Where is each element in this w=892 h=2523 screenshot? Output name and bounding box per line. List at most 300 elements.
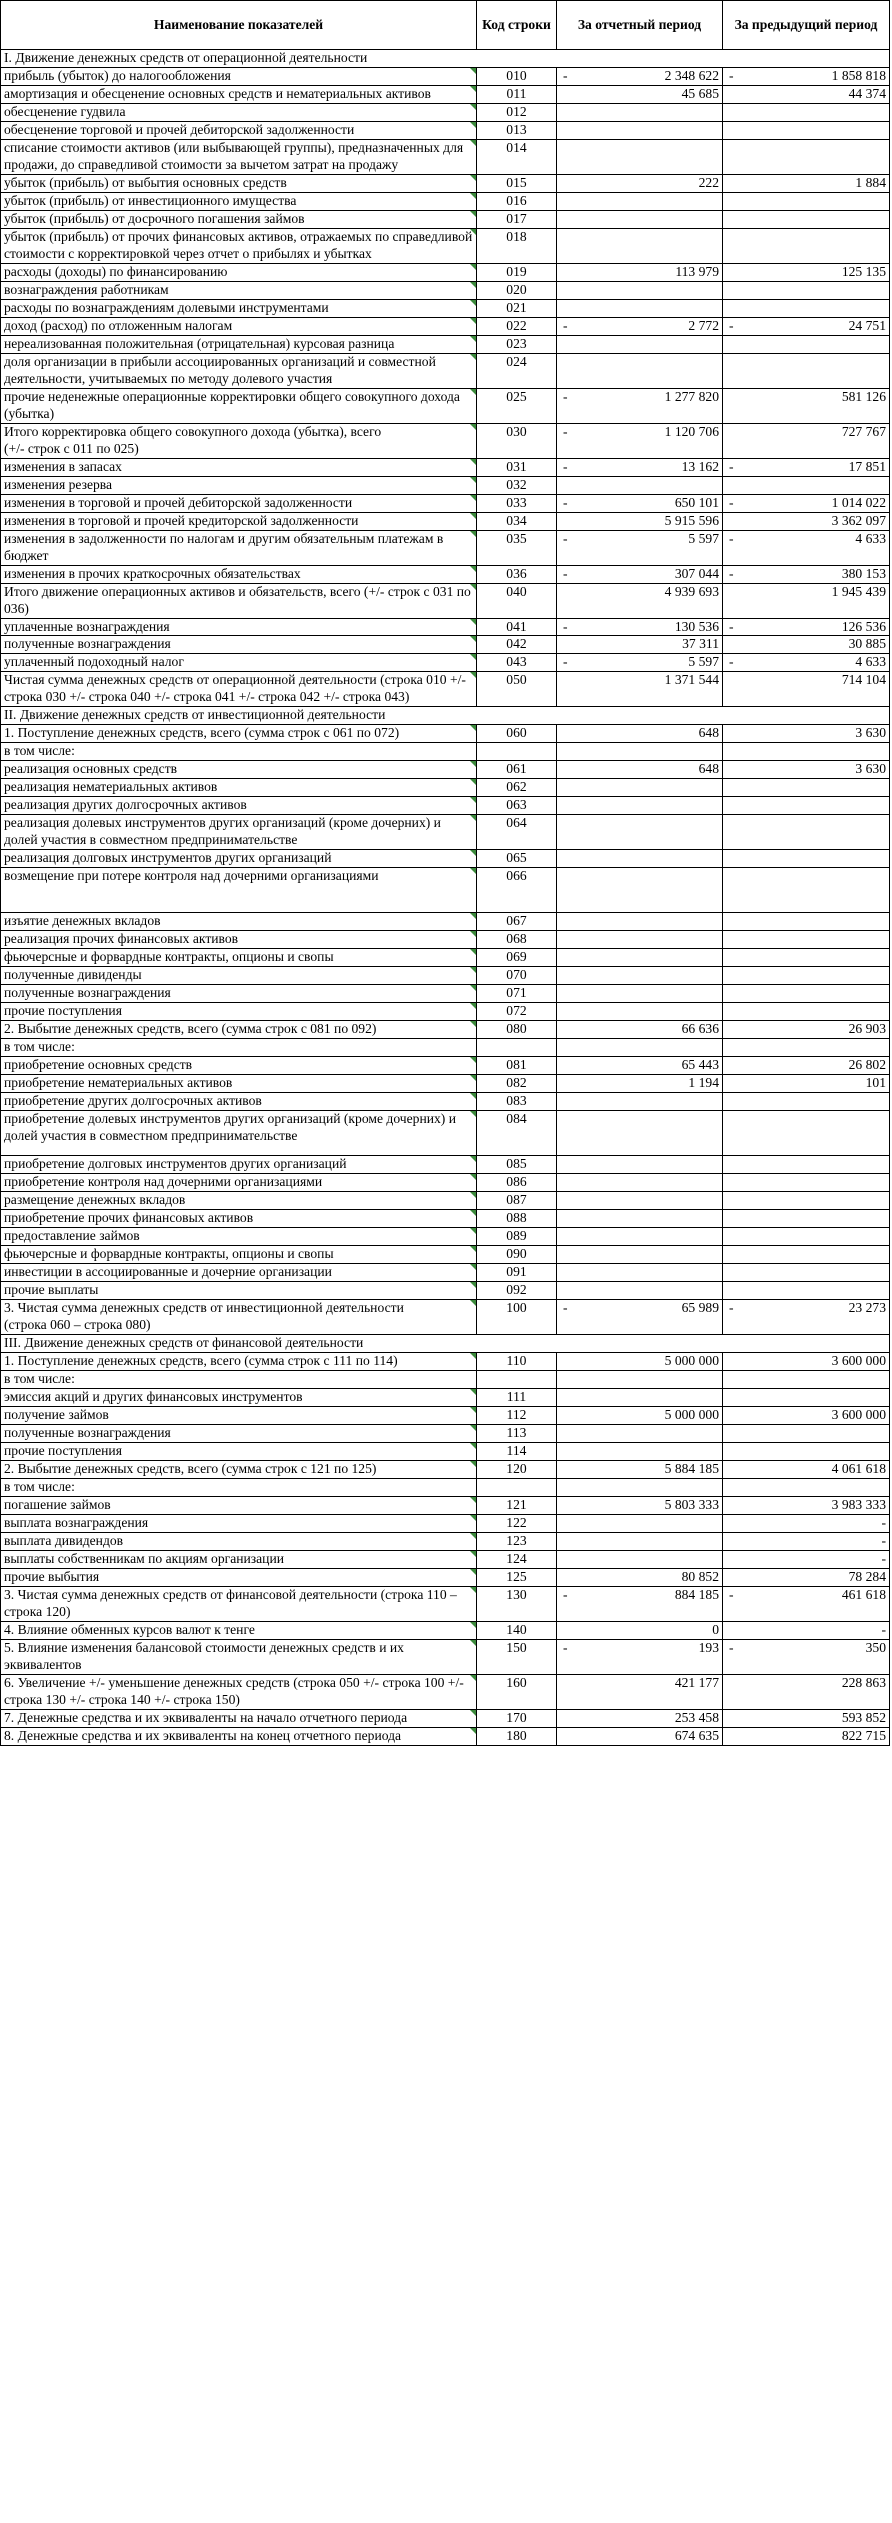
row-code: 024: [477, 353, 557, 388]
row-label: [1, 565, 477, 583]
previous-value: 30 885: [848, 636, 886, 652]
table-row: [1, 1639, 890, 1674]
row-label: [1, 1228, 477, 1246]
row-code: 071: [477, 985, 557, 1003]
table-row: [1, 583, 890, 618]
previous-value: 581 126: [841, 388, 886, 404]
current-value-cell: [557, 654, 723, 672]
row-code: 011: [477, 85, 557, 103]
row-code: 012: [477, 103, 557, 121]
row-label-text: амортизация и обесценение основных средств и нематериальных активов: [4, 85, 431, 101]
previous-value-cell: [723, 1496, 890, 1514]
subheading-label: в том числе:: [1, 1478, 477, 1496]
row-label: [1, 1674, 477, 1709]
row-label-text: реализация долевых инструментов других организаций (кроме дочерних) и долей участия в совместном предпринимательстве: [4, 815, 441, 848]
row-label-text: обесценение торговой и прочей дебиторской задолженности: [4, 121, 355, 137]
row-label: [1, 779, 477, 797]
current-value-cell: [557, 353, 723, 388]
table-row: [1, 458, 890, 476]
current-value-cell: [557, 618, 723, 636]
previous-value: 44 374: [848, 85, 886, 101]
row-label-text: уплаченный подоходный налог: [4, 654, 184, 670]
row-label: [1, 281, 477, 299]
section-title: III. Движение денежных средств от финансовой деятельности: [1, 1334, 890, 1352]
row-code: 022: [477, 317, 557, 335]
row-label: [1, 335, 477, 353]
row-label: [1, 317, 477, 335]
previous-value-cell: [723, 779, 890, 797]
row-label-text: убыток (прибыль) от досрочного погашения займов: [4, 210, 305, 226]
previous-value: 125 135: [841, 263, 886, 279]
table-row: [1, 636, 890, 654]
row-label: [1, 985, 477, 1003]
row-label: [1, 1568, 477, 1586]
table-row: [1, 1586, 890, 1621]
section-row: [1, 1334, 890, 1352]
row-label-text: обесценение гудвила: [4, 103, 126, 119]
current-value: 2 348 622: [664, 67, 719, 83]
current-value-cell: [557, 1174, 723, 1192]
previous-value-cell: [723, 1264, 890, 1282]
previous-value-cell: [723, 1532, 890, 1550]
table-row: [1, 913, 890, 931]
table-row: [1, 815, 890, 850]
previous-value-cell: [723, 1075, 890, 1093]
current-value: 113 979: [675, 263, 719, 279]
current-value-cell: [557, 1406, 723, 1424]
table-row: [1, 494, 890, 512]
previous-value-cell: [723, 67, 890, 85]
row-code: 063: [477, 797, 557, 815]
table-row: [1, 1532, 890, 1550]
current-value: 13 162: [681, 458, 719, 474]
table-row: [1, 530, 890, 565]
previous-value: 4 061 618: [831, 1460, 886, 1476]
current-value: 2 772: [688, 317, 719, 333]
empty-cell: [477, 1478, 557, 1496]
row-label: [1, 1496, 477, 1514]
row-code: 020: [477, 281, 557, 299]
table-row: [1, 299, 890, 317]
current-value-cell: [557, 1388, 723, 1406]
row-code: 113: [477, 1424, 557, 1442]
current-value-cell: [557, 174, 723, 192]
table-row: [1, 931, 890, 949]
current-value-cell: [557, 1352, 723, 1370]
row-label-text: 1. Поступление денежных средств, всего (сумма строк с 061 по 072): [4, 725, 400, 741]
row-label-text: полученные вознаграждения: [4, 985, 171, 1001]
row-label: [1, 174, 477, 192]
previous-value-cell: [723, 353, 890, 388]
previous-value-cell: [723, 512, 890, 530]
current-value: 0: [712, 1621, 719, 1637]
table-row: [1, 263, 890, 281]
current-value: 5 597: [688, 654, 719, 670]
table-row: [1, 1496, 890, 1514]
row-label: [1, 1075, 477, 1093]
row-label-text: уплаченные вознаграждения: [4, 618, 170, 634]
table-row: [1, 512, 890, 530]
row-label-text: 8. Денежные средства и их эквиваленты на конец отчетного периода: [4, 1727, 402, 1743]
current-value-cell: [557, 299, 723, 317]
row-label-text: приобретение других долгосрочных активов: [4, 1093, 262, 1109]
row-label-formula: (строка 060 – строка 080): [4, 1316, 151, 1332]
current-value-cell: [557, 1111, 723, 1156]
current-value: 650 101: [674, 494, 719, 510]
row-label: [1, 636, 477, 654]
row-code: 092: [477, 1282, 557, 1300]
row-code: 014: [477, 139, 557, 174]
previous-value-cell: [723, 1460, 890, 1478]
row-label-text: 5. Влияние изменения балансовой стоимости денежных средств и их эквивалентов: [4, 1639, 404, 1672]
previous-value-cell: [723, 1210, 890, 1228]
row-code: 062: [477, 779, 557, 797]
row-label-text: 4. Влияние обменных курсов валют к тенге: [4, 1621, 255, 1637]
row-code: 067: [477, 913, 557, 931]
current-value-cell: [557, 1156, 723, 1174]
current-value: 648: [698, 725, 719, 741]
table-row: [1, 1388, 890, 1406]
previous-value: -: [881, 1514, 886, 1530]
row-code: 120: [477, 1460, 557, 1478]
row-code: 050: [477, 672, 557, 707]
previous-value: -: [881, 1532, 886, 1548]
row-label: [1, 1282, 477, 1300]
previous-value-cell: [723, 139, 890, 174]
current-value-cell: [557, 949, 723, 967]
previous-negative-sign: -: [729, 1299, 734, 1315]
current-value-cell: [557, 335, 723, 353]
current-value-cell: [557, 121, 723, 139]
row-code: 125: [477, 1568, 557, 1586]
table-row: [1, 779, 890, 797]
row-label-text: убыток (прибыль) от выбытия основных средств: [4, 174, 287, 190]
row-code: 110: [477, 1352, 557, 1370]
row-code: 033: [477, 494, 557, 512]
previous-value: 101: [865, 1075, 886, 1091]
previous-value: -: [881, 1550, 886, 1566]
table-row: [1, 1460, 890, 1478]
current-value: 65 443: [681, 1057, 719, 1073]
current-value-cell: [557, 1264, 723, 1282]
row-label-text: 6. Увеличение +/- уменьшение денежных средств (строка 050 +/- строка 100 +/- строка 130 +/- строка 140 +/- строка 150): [4, 1674, 464, 1707]
row-label: [1, 654, 477, 672]
row-label: [1, 797, 477, 815]
previous-value-cell: [723, 868, 890, 913]
row-label-text: расходы (доходы) по финансированию: [4, 263, 228, 279]
previous-value-cell: [723, 1299, 890, 1334]
previous-value-cell: [723, 618, 890, 636]
current-negative-sign: -: [563, 654, 568, 670]
header-previous: За предыдущий период: [723, 1, 890, 50]
current-value: 1 120 706: [664, 423, 719, 439]
row-label-text: 2. Выбытие денежных средств, всего (сумма строк с 081 по 092): [4, 1021, 377, 1037]
row-label-text: прочие выбытия: [4, 1568, 100, 1584]
current-value-cell: [557, 1021, 723, 1039]
row-label: [1, 583, 477, 618]
previous-value-cell: [723, 761, 890, 779]
row-code: 031: [477, 458, 557, 476]
table-row: [1, 949, 890, 967]
previous-value: 23 273: [848, 1299, 886, 1315]
current-value-cell: [557, 583, 723, 618]
current-value-cell: [557, 1442, 723, 1460]
previous-value-cell: [723, 210, 890, 228]
previous-value-cell: [723, 263, 890, 281]
previous-value: 350: [865, 1639, 886, 1655]
row-label-text: расходы по вознаграждениям долевыми инструментами: [4, 299, 329, 315]
current-value: 253 458: [674, 1709, 719, 1725]
previous-value-cell: [723, 530, 890, 565]
previous-value: 228 863: [841, 1674, 886, 1690]
subheading-row: [1, 1478, 890, 1496]
current-value: 80 852: [681, 1568, 719, 1584]
row-label: [1, 210, 477, 228]
row-label-text: 2. Выбытие денежных средств, всего (сумма строк с 121 по 125): [4, 1460, 377, 1476]
row-code: 034: [477, 512, 557, 530]
row-label: [1, 850, 477, 868]
row-label: [1, 1003, 477, 1021]
previous-value: 822 715: [841, 1727, 886, 1743]
previous-value: 26 802: [848, 1057, 886, 1073]
row-label-text: выплаты собственникам по акциям организации: [4, 1550, 285, 1566]
row-label: [1, 103, 477, 121]
current-value-cell: [557, 672, 723, 707]
row-code: 010: [477, 67, 557, 85]
current-value-cell: [557, 1532, 723, 1550]
table-row: [1, 850, 890, 868]
previous-value-cell: [723, 1550, 890, 1568]
previous-value-cell: [723, 458, 890, 476]
row-code: 180: [477, 1727, 557, 1745]
row-label-text: доход (расход) по отложенным налогам: [4, 317, 233, 333]
row-label: [1, 1621, 477, 1639]
empty-cell: [477, 743, 557, 761]
current-value-cell: [557, 1210, 723, 1228]
current-value-cell: [557, 1674, 723, 1709]
current-negative-sign: -: [563, 67, 568, 83]
previous-negative-sign: -: [729, 618, 734, 634]
table-row: [1, 565, 890, 583]
row-label-text: Чистая сумма денежных средств от операционной деятельности (строка 010 +/- строка 030 +/- строка 040 +/- строка 041 +/- строка 042 +/- строка 043): [4, 672, 466, 705]
previous-value-cell: [723, 985, 890, 1003]
row-label-text: прочие поступления: [4, 1442, 122, 1458]
current-value-cell: [557, 1299, 723, 1334]
row-code: 114: [477, 1442, 557, 1460]
current-value-cell: [557, 1246, 723, 1264]
previous-value-cell: [723, 1388, 890, 1406]
row-label: [1, 761, 477, 779]
row-label: [1, 1093, 477, 1111]
current-value-cell: [557, 139, 723, 174]
table-row: [1, 388, 890, 423]
table-row: [1, 618, 890, 636]
current-value-cell: [557, 565, 723, 583]
row-code: 065: [477, 850, 557, 868]
subheading-row: [1, 1370, 890, 1388]
table-row: [1, 797, 890, 815]
row-code: 082: [477, 1075, 557, 1093]
previous-value-cell: [723, 1111, 890, 1156]
row-label-text: приобретение долговых инструментов других организаций: [4, 1156, 347, 1172]
previous-value-cell: [723, 1727, 890, 1745]
row-label-text: приобретение основных средств: [4, 1057, 193, 1073]
row-label-text: прибыль (убыток) до налогообложения: [4, 67, 231, 83]
row-code: 112: [477, 1406, 557, 1424]
row-label-formula: (+/- строк с 011 по 025): [4, 440, 139, 456]
header-current: За отчетный период: [557, 1, 723, 50]
current-value-cell: [557, 530, 723, 565]
empty-cell: [477, 1039, 557, 1057]
table-row: [1, 174, 890, 192]
current-value: 5 915 596: [664, 512, 719, 528]
table-row: [1, 210, 890, 228]
table-row: [1, 1514, 890, 1532]
previous-value: 3 983 333: [831, 1496, 886, 1512]
row-label: [1, 1709, 477, 1727]
row-label-text: полученные дивиденды: [4, 967, 142, 983]
previous-value: 78 284: [848, 1568, 886, 1584]
row-code: 140: [477, 1621, 557, 1639]
current-value-cell: [557, 725, 723, 743]
previous-value-cell: [723, 281, 890, 299]
row-label: [1, 1156, 477, 1174]
previous-value-cell: [723, 121, 890, 139]
row-label: [1, 423, 477, 458]
row-label: [1, 1388, 477, 1406]
row-label: [1, 530, 477, 565]
row-label-text: приобретение нематериальных активов: [4, 1075, 233, 1091]
row-code: 084: [477, 1111, 557, 1156]
row-code: 087: [477, 1192, 557, 1210]
row-label: [1, 1727, 477, 1745]
previous-value-cell: [723, 967, 890, 985]
table-row: [1, 1246, 890, 1264]
row-label: [1, 1192, 477, 1210]
table-row: [1, 476, 890, 494]
current-value-cell: [557, 985, 723, 1003]
row-label-text: реализация других долгосрочных активов: [4, 797, 247, 813]
current-value-cell: [557, 761, 723, 779]
previous-value-cell: [723, 494, 890, 512]
current-value: 45 685: [681, 85, 719, 101]
row-code: 035: [477, 530, 557, 565]
row-label-text: нереализованная положительная (отрицательная) курсовая разница: [4, 335, 395, 351]
previous-value-cell: [723, 1586, 890, 1621]
table-row: [1, 1003, 890, 1021]
table-row: [1, 1156, 890, 1174]
row-code: 041: [477, 618, 557, 636]
empty-cell: [723, 1370, 890, 1388]
current-value-cell: [557, 779, 723, 797]
current-value: 1 371 544: [664, 672, 719, 688]
row-label-text: полученные вознаграждения: [4, 636, 171, 652]
row-code: 018: [477, 228, 557, 263]
empty-cell: [723, 743, 890, 761]
row-code: 064: [477, 815, 557, 850]
current-negative-sign: -: [563, 530, 568, 546]
empty-cell: [723, 1478, 890, 1496]
row-label: [1, 1424, 477, 1442]
current-value-cell: [557, 388, 723, 423]
previous-value-cell: [723, 672, 890, 707]
table-row: [1, 103, 890, 121]
previous-value-cell: [723, 1352, 890, 1370]
previous-value-cell: [723, 1442, 890, 1460]
row-code: 068: [477, 931, 557, 949]
subheading-label: в том числе:: [1, 743, 477, 761]
previous-value-cell: [723, 1021, 890, 1039]
current-negative-sign: -: [563, 1299, 568, 1315]
previous-value-cell: [723, 1228, 890, 1246]
row-label: [1, 1174, 477, 1192]
row-code: 069: [477, 949, 557, 967]
previous-value-cell: [723, 1174, 890, 1192]
current-value-cell: [557, 1228, 723, 1246]
current-negative-sign: -: [563, 1586, 568, 1602]
row-code: 072: [477, 1003, 557, 1021]
previous-value: 593 852: [841, 1709, 886, 1725]
previous-negative-sign: -: [729, 494, 734, 510]
previous-value-cell: [723, 583, 890, 618]
row-label-text: реализация прочих финансовых активов: [4, 931, 239, 947]
table-row: [1, 1674, 890, 1709]
current-value-cell: [557, 1727, 723, 1745]
empty-cell: [557, 1370, 723, 1388]
current-value-cell: [557, 281, 723, 299]
current-value: 5 597: [688, 530, 719, 546]
row-label-text: выплата дивидендов: [4, 1532, 124, 1548]
row-label: [1, 1352, 477, 1370]
row-label: [1, 458, 477, 476]
row-label: [1, 67, 477, 85]
current-value: 5 000 000: [664, 1352, 719, 1368]
row-code: 061: [477, 761, 557, 779]
row-code: 060: [477, 725, 557, 743]
previous-value: 380 153: [841, 565, 886, 581]
previous-value-cell: [723, 1246, 890, 1264]
previous-value: 3 600 000: [831, 1352, 886, 1368]
table-row: [1, 1210, 890, 1228]
previous-value: 1 884: [855, 174, 886, 190]
current-value-cell: [557, 913, 723, 931]
row-code: 086: [477, 1174, 557, 1192]
current-value: 421 177: [674, 1674, 719, 1690]
current-value: 1 277 820: [664, 388, 719, 404]
previous-value-cell: [723, 1282, 890, 1300]
table-row: [1, 967, 890, 985]
row-label: [1, 263, 477, 281]
row-code: 080: [477, 1021, 557, 1039]
row-code: 036: [477, 565, 557, 583]
table-row: [1, 335, 890, 353]
table-row: [1, 1550, 890, 1568]
row-label: [1, 931, 477, 949]
table-row: [1, 1282, 890, 1300]
row-label: [1, 228, 477, 263]
table-row: [1, 121, 890, 139]
row-label-text: фьючерсные и форвардные контракты, опционы и свопы: [4, 949, 334, 965]
table-row: [1, 1621, 890, 1639]
row-label-text: инвестиции в ассоциированные и дочерние организации: [4, 1264, 332, 1280]
current-value-cell: [557, 931, 723, 949]
row-label-text: 3. Чистая сумма денежных средств от финансовой деятельности (строка 110 – строка 120): [4, 1586, 457, 1619]
row-label-text: 1. Поступление денежных средств, всего (сумма строк с 111 по 114): [4, 1352, 398, 1368]
previous-value-cell: [723, 1057, 890, 1075]
previous-value-cell: [723, 1709, 890, 1727]
row-label-text: изменения в торговой и прочей дебиторской задолженности: [4, 494, 353, 510]
table-row: [1, 139, 890, 174]
